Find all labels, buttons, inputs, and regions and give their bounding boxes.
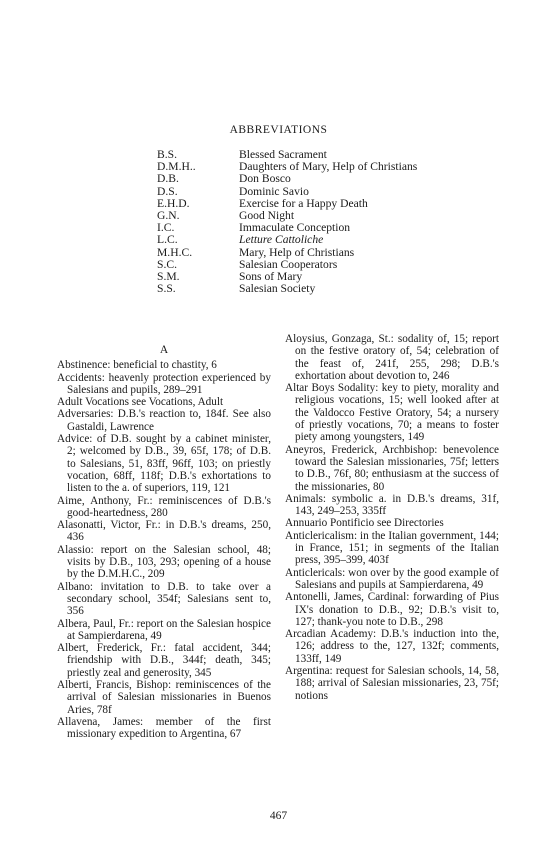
index-entry: Aime, Anthony, Fr.: reminiscences of D.B.'s good-heartedness, 280	[57, 494, 271, 519]
abbreviation-meaning: Exercise for a Happy Death	[239, 196, 368, 210]
index-entry: Adult Vocations see Vocations, Adult	[57, 396, 224, 409]
abbreviation: S.C.	[157, 257, 177, 271]
abbreviation-meaning: Dominic Savio	[239, 184, 309, 198]
index-entry: Adversaries: D.B.'s reaction to, 184f. See also Gastaldi, Lawrence	[57, 408, 271, 433]
index-entry: Aloysius, Gonzaga, St.: sodality of, 15; report on the festive oratory of, 54; celebration of the feast of, 241f, 255, 298; D.B.'s exhortation about devotion to, 246	[285, 333, 499, 382]
index-entry: Allavena, James: member of the first missionary expedition to Argentina, 67	[57, 715, 271, 741]
abbreviation-meaning: Salesian Society	[239, 282, 316, 296]
abbreviation: E.H.D.	[157, 196, 190, 210]
abbreviation: D.B.	[157, 172, 179, 186]
index-entry: Anticlericals: won over by the good example of Salesians and pupils at Sampierdarena, 49	[285, 566, 499, 591]
abbreviation: D.S.	[157, 184, 178, 198]
abbreviation: M.H.C.	[157, 245, 193, 259]
index-entry: Alberti, Francis, Bishop: reminiscences of the arrival of Salesian missionaries in Buenos Aries, 78f	[57, 679, 271, 716]
index-entry: Albera, Paul, Fr.: report on the Salesian hospice at Sampierdarena, 49	[57, 617, 271, 642]
index-entry: Albano: invitation to D.B. to take over a secondary school, 354f; Salesians sent to, 356	[57, 580, 271, 618]
abbreviation: L.C.	[157, 233, 178, 247]
index-entry: Anticlericalism: in the Italian government, 144; in France, 151; in segments of the Italian press, 395–399, 403f	[285, 529, 499, 567]
abbreviation-meaning: Blessed Sacrament	[239, 148, 327, 161]
index-entry: Albert, Frederick, Fr.: fatal accident, 344; friendship with D.B., 344f; death, 345; priestly zeal and generosity, 345	[57, 642, 271, 679]
abbreviation-row	[157, 234, 417, 246]
abbreviation: S.M.	[157, 270, 180, 284]
index-entry: Aneyros, Frederick, Archbishop: benevolence toward the Salesian missionaries, 75f; letters to D.B., 76f, 80; enthusiasm at the success of the missionaries, 80	[285, 443, 499, 493]
index-column-left	[57, 344, 271, 741]
abbreviation: S.S.	[157, 282, 176, 296]
abbreviation-meaning: Salesian Cooperators	[239, 257, 338, 271]
abbreviation-row	[157, 173, 417, 185]
abbreviation-meaning: Letture Cattoliche	[239, 233, 324, 247]
abbreviations-table	[157, 149, 417, 295]
index-entry: Arcadian Academy: D.B.'s induction into the, 126; address to the, 127, 132f; comments, 133ff, 149	[285, 628, 499, 665]
abbreviation-meaning: Don Bosco	[239, 172, 291, 186]
abbreviations-title: ABBREVIATIONS	[229, 124, 328, 136]
abbreviation-meaning: Mary, Help of Christians	[239, 245, 355, 259]
abbreviation-meaning: Daughters of Mary, Help of Christians	[239, 160, 418, 174]
index-entry: Animals: symbolic a. in D.B.'s dreams, 31f, 143, 249–253, 335ff	[285, 492, 499, 518]
index-entry: Altar Boys Sodality: key to piety, morality and religious vocations, 15; well looked after at the Valdocco Festive Oratory, 54; a nursery of priestly vocations, 70; a means to foster piety among youngsters, 149	[285, 382, 499, 444]
abbreviation: B.S.	[157, 148, 177, 161]
index-entry: Antonelli, James, Cardinal: forwarding of Pius IX's donation to D.B., 92; D.B.'s visit to, 127; thank-you note to D.B., 298	[285, 591, 499, 628]
index-entry: Argentina: request for Salesian schools, 14, 58, 188; arrival of Salesian missionaries, 23, 75f; notions	[285, 665, 499, 702]
abbreviation-meaning: Sons of Mary	[239, 270, 303, 284]
abbreviation: I.C.	[157, 221, 175, 235]
abbreviation: D.M.H..	[157, 160, 196, 174]
index-entry: Abstinence: beneficial to chastity, 6	[57, 359, 217, 372]
abbreviation-meaning: Good Night	[239, 209, 295, 223]
abbreviation-row	[157, 186, 417, 198]
index-section-letter: A	[159, 344, 169, 356]
abbreviation-row	[157, 247, 417, 259]
abbreviation-row	[157, 283, 417, 295]
abbreviation-meaning: Immaculate Conception	[239, 221, 351, 235]
index-entry: Alassio: report on the Salesian school, 48; visits by D.B., 103, 293; opening of a house by the D.M.H.C., 209	[57, 543, 271, 581]
index-entry: Accidents: heavenly protection experienced by Salesians and pupils, 289–291	[57, 371, 271, 396]
index-entry: Alasonatti, Victor, Fr.: in D.B.'s dreams, 250, 436	[57, 519, 271, 544]
page-number: 467	[269, 810, 288, 822]
index-column-right	[285, 333, 499, 702]
index-entry: Annuario Pontificio see Directories	[285, 517, 444, 530]
index-entry: Advice: of D.B. sought by a cabinet minister, 2; welcomed by D.B., 39, 65f, 178; of D.B. to Salesians, 51, 83ff, 96ff, 103; on priestly vocation, 68ff, 118f; D.B.'s exhortations to listen to the a. of superiors, 119, 121	[57, 433, 271, 495]
abbreviation: G.N.	[157, 209, 180, 223]
